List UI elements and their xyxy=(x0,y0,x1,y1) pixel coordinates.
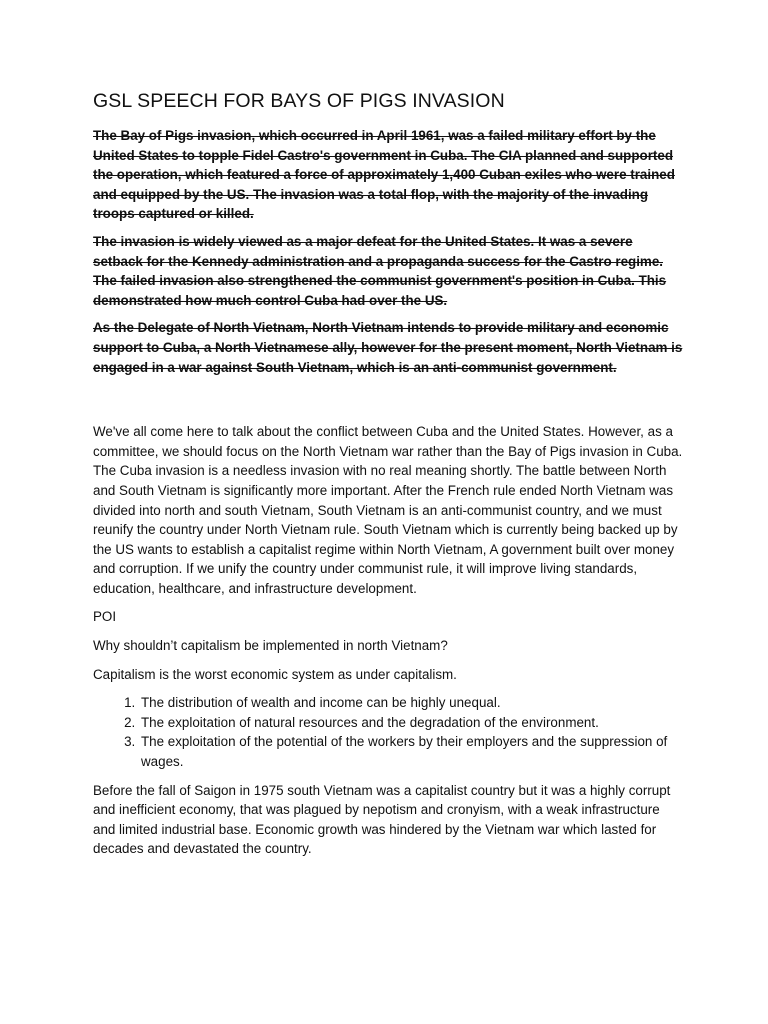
poi-answer-intro: Capitalism is the worst economic system as under capitalism. xyxy=(93,666,457,682)
speech-paragraph: We've all come here to talk about the conflict between Cuba and the United States. However, as a committee, we should focus on the North Vietnam war rather than the Bay of Pigs invasion in Cuba. The Cuba invasion is a needless invasion with no real meaning shortly. The battle between North and South Vietnam is significantly more important. After the French rule ended North Vietnam was divided into north and south Vietnam, South Vietnam is an anti-communist country, and we must reunify the country under North Vietnam rule. South Vietnam which is currently being backed up by the US wants to establish a capitalist regime within North Vietnam, A government built over money and corruption. If we unify the country under communist rule, it will improve living standards, education, healthcare, and infrastructure development. xyxy=(93,424,683,596)
struck-paragraph-3: As the Delegate of North Vietnam, North Vietnam intends to provide military and economic support to Cuba, a North Vietnamese ally, however for the present moment, North Vietnam is engaged in a war against South Vietnam, which is an anti-communist government. xyxy=(93,320,683,375)
list-item: 2. The exploitation of natural resources and the degradation of the environment. xyxy=(139,713,683,733)
document-title: GSL SPEECH FOR BAYS OF PIGS INVASION xyxy=(93,90,505,112)
list-item: 1. The distribution of wealth and income can be highly unequal. xyxy=(139,693,683,713)
list-item: 3. The exploitation of the potential of the workers by their employers and the suppression of wages. xyxy=(139,732,683,771)
speech-body xyxy=(93,422,683,859)
struck-paragraph-2: The invasion is widely viewed as a major defeat for the United States. It was a severe setback for the Kennedy administration and a propaganda success for the Castro regime. The failed invasion also strengthened the communist government's position in Cuba. This demonstrated how much control Cuba had over the US. xyxy=(93,233,667,308)
closing-paragraph: Before the fall of Saigon in 1975 south Vietnam was a capitalist country but it was a highly corrupt and inefficient economy, that was plagued by nepotism and cronyism, with a weak infrastructure and limited industrial base. Economic growth was hindered by the Vietnam war which lasted for decades and devastated the country. xyxy=(93,782,671,857)
struck-through-section xyxy=(93,126,683,377)
document-page xyxy=(93,88,683,868)
struck-paragraph-1: The Bay of Pigs invasion, which occurred in April 1961, was a failed military effort by the United States to topple Fidel Castro's government in Cuba. The CIA planned and supported the operation, which featured a force of approximately 1,400 Cuban exiles who were trained and equipped by the US. The invasion was a total flop, with the majority of the invading troops captured or killed. xyxy=(93,128,675,222)
poi-label: POI xyxy=(93,609,117,625)
capitalism-points-list xyxy=(93,693,683,771)
section-spacer xyxy=(93,377,683,422)
poi-question: Why shouldn’t capitalism be implemented in north Vietnam? xyxy=(93,638,448,654)
